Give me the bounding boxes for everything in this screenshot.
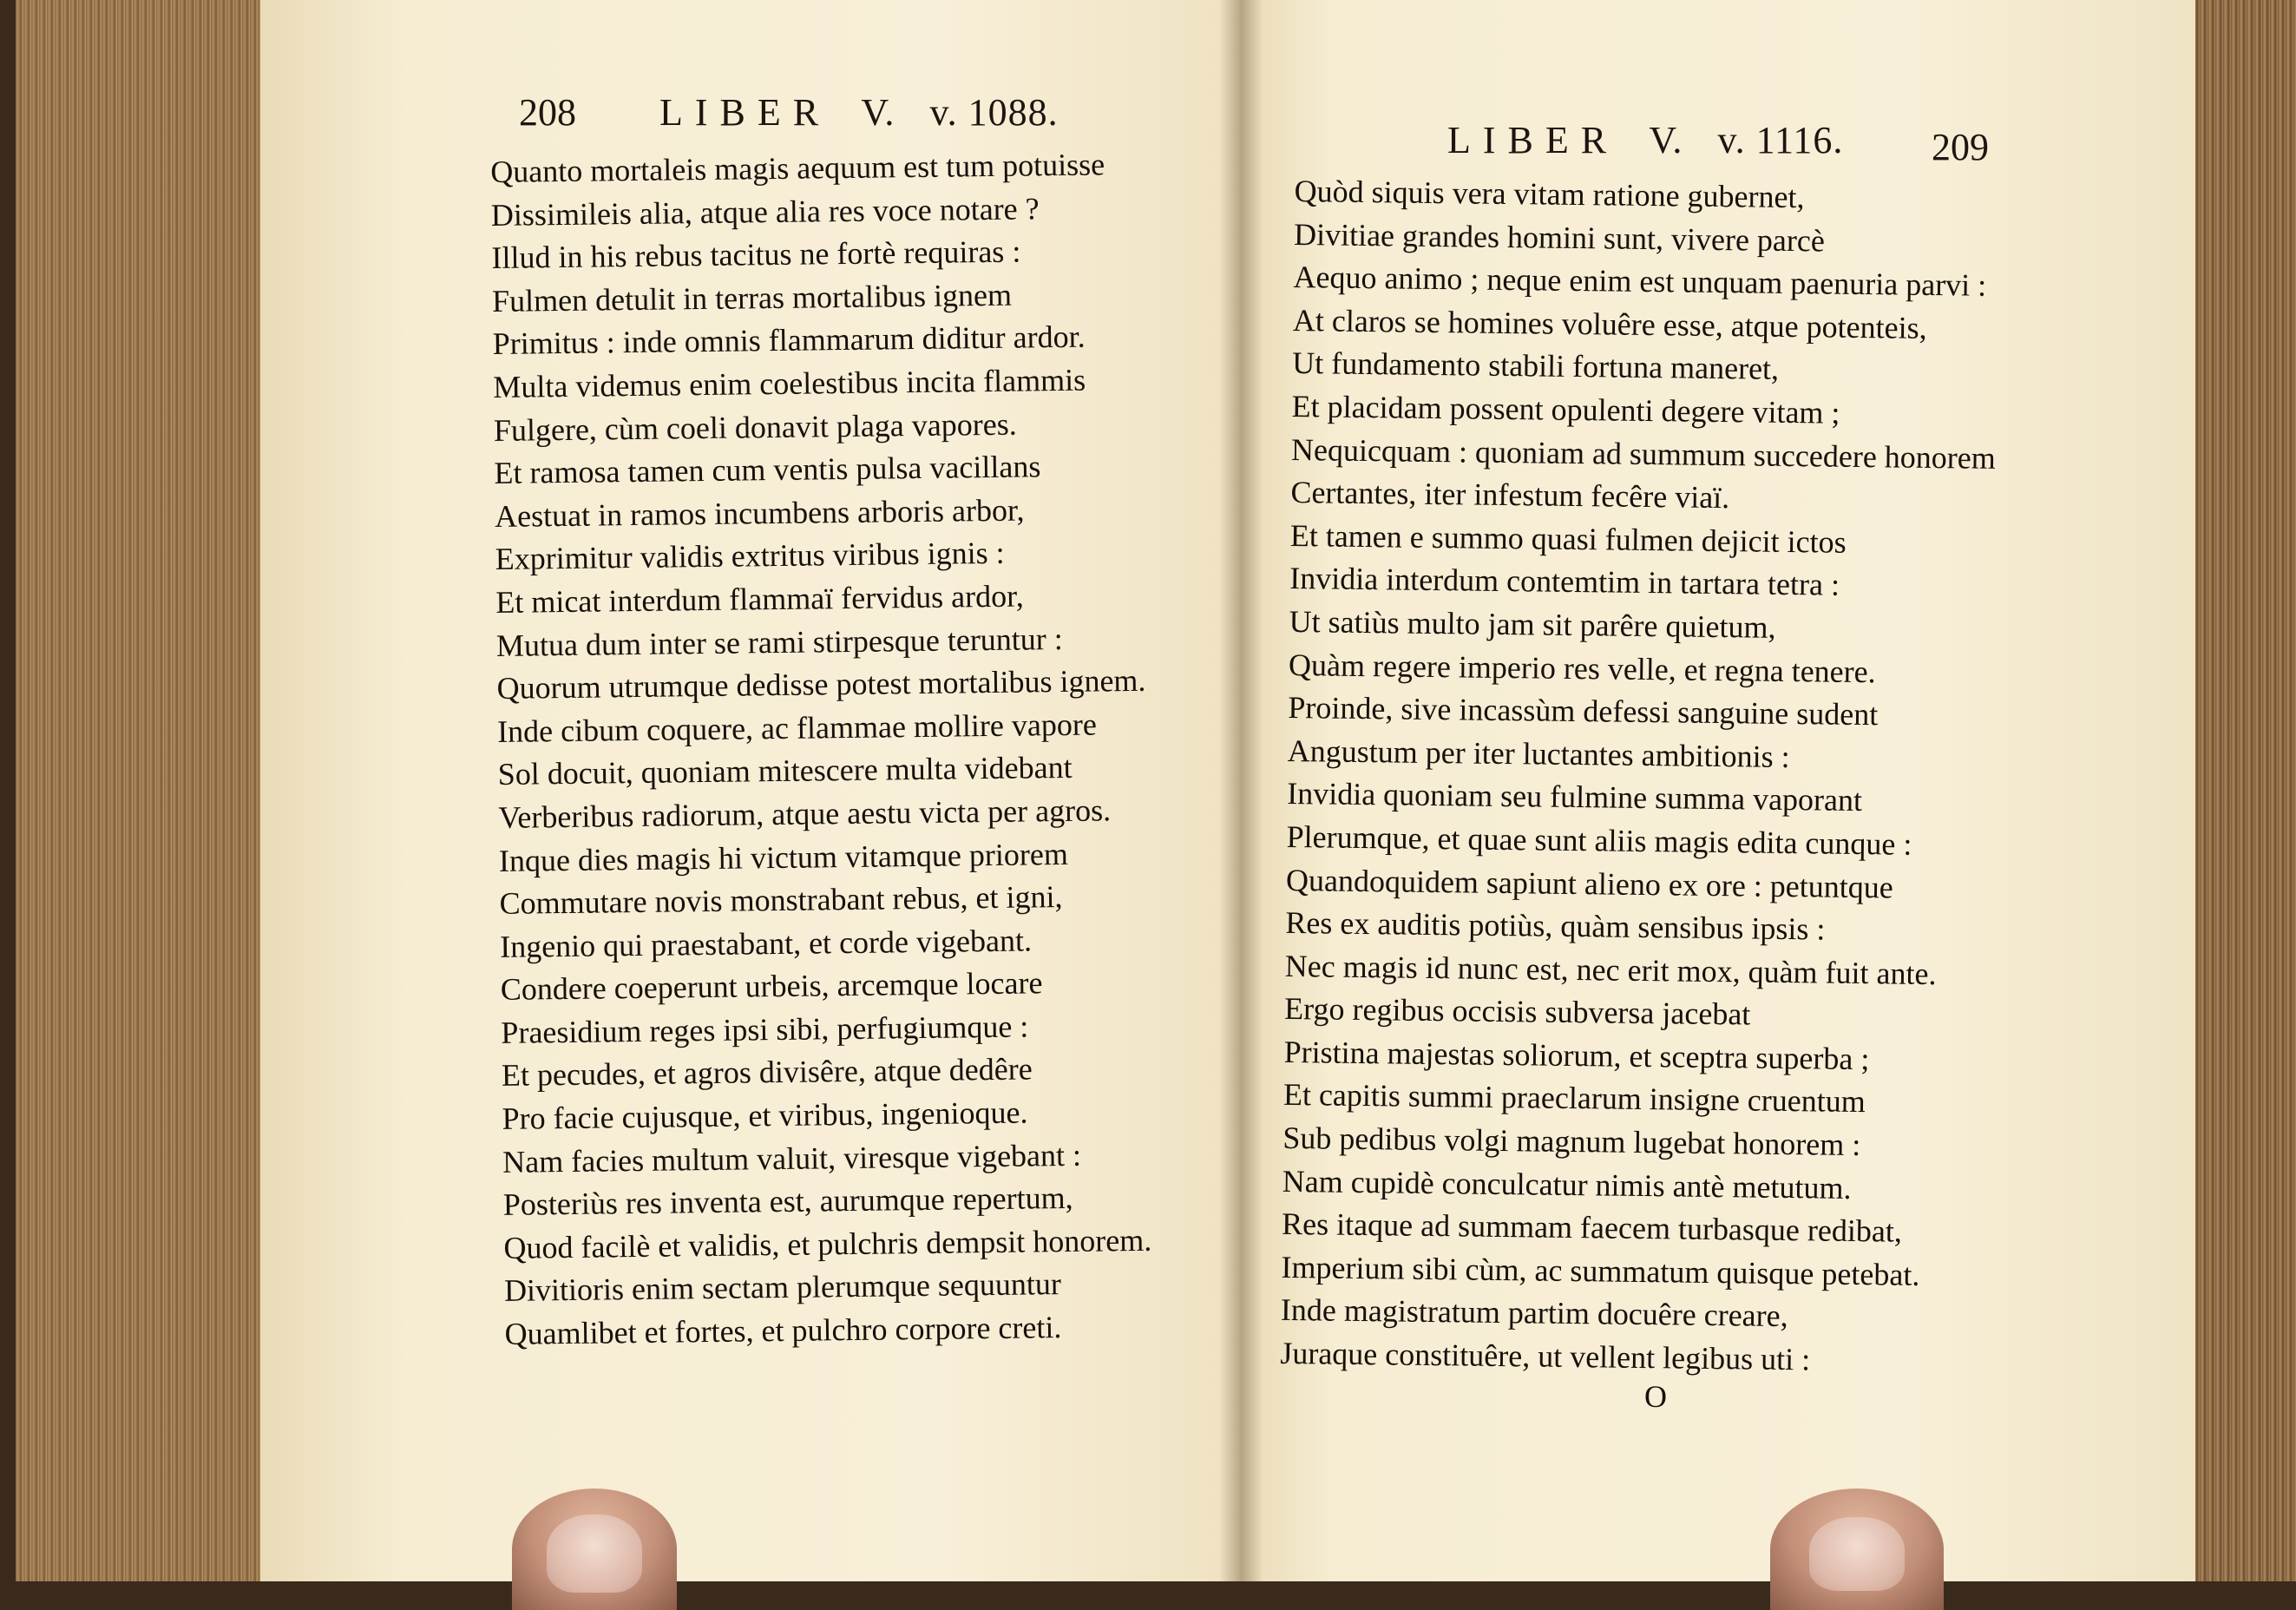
verse-line: Multa videmus enim coelestibus incita flammis — [493, 362, 1086, 404]
verse-line: Res itaque ad summam faecem turbasque redibat, — [1281, 1206, 1903, 1249]
left-running-title: LIBER — [659, 91, 831, 134]
verse-line: Sol docuit, quoniam mitescere multa videbant — [497, 750, 1073, 792]
right-running-title: LIBER — [1447, 119, 1619, 161]
verse-line: Quàm regere imperio res velle, et regna tenere. — [1288, 647, 1876, 689]
verse-line: Plerumque, et quae sunt aliis magis edita cunque : — [1286, 818, 1912, 862]
right-page-number: 209 — [1932, 126, 1989, 168]
verse-line: Dissimileis alia, atque alia res voce notare ? — [490, 190, 1040, 233]
verse-line: Condere coeperunt urbeis, arcemque locare — [500, 965, 1043, 1008]
verse-line: Verberibus radiorum, atque aestu victa per agros. — [498, 792, 1112, 835]
right-page-edges — [2192, 0, 2296, 1581]
verse-line: Aestuat in ramos incumbens arboris arbor, — [494, 492, 1025, 534]
verse-line: Inde cibum coquere, ac flammae mollire vapore — [496, 706, 1098, 749]
verse-line: Inde magistratum partim docuêre creare, — [1280, 1292, 1788, 1334]
verse-line: Pro facie cujusque, et viribus, ingenioque. — [502, 1094, 1028, 1136]
verse-line: Mutua dum inter se rami stirpesque teruntur : — [495, 621, 1064, 663]
book-gutter — [1219, 0, 1263, 1581]
verse-line: Ut satiùs multo jam sit parêre quietum, — [1289, 603, 1776, 645]
left-book-number: V. — [861, 91, 895, 134]
verse-line: Invidia interdum contemtim in tartara tetra : — [1289, 561, 1840, 603]
verse-line: Invidia quoniam seu fulmine summa vaporant — [1286, 776, 1863, 818]
verse-line: Et tamen e summo quasi fulmen dejicit ictos — [1289, 517, 1847, 560]
left-verse-block — [490, 143, 1154, 1357]
left-page-edges — [16, 0, 302, 1581]
verse-line: Nam facies multum valuit, viresque vigebant : — [502, 1137, 1082, 1180]
verse-line: Quod facilè et validis, et pulchris dempsit honorem. — [503, 1222, 1152, 1265]
verse-line: Et capitis summi praeclarum insigne cruentum — [1282, 1077, 1866, 1120]
verse-line: Res ex auditis potiùs, quàm sensibus ipsis : — [1285, 905, 1826, 947]
verse-line: Et pecudes, et agros divisêre, atque dedêre — [501, 1051, 1033, 1094]
signature-mark: O — [1644, 1379, 1667, 1414]
verse-line: Quorum utrumque dedisse potest mortalibus ignem. — [496, 662, 1146, 706]
verse-line: Nec magis id nunc est, nec erit mox, quàm fuit ante. — [1284, 948, 1937, 991]
verse-line: Angustum per iter luctantes ambitionis : — [1287, 733, 1790, 774]
verse-line: Ingenio qui praestabant, et corde vigebant. — [499, 923, 1033, 964]
verse-line: Inque dies magis hi victum vitamque priorem — [498, 836, 1069, 878]
verse-line: Sub pedibus volgi magnum lugebat honorem : — [1282, 1120, 1861, 1163]
verse-line: Nam cupidè conculcatur nimis antè metutum. — [1282, 1163, 1852, 1206]
verse-line: Fulgere, cùm coeli donavit plaga vapores. — [493, 406, 1017, 448]
verse-line: At claros se homines voluêre esse, atque potenteis, — [1292, 302, 1927, 345]
verse-line: Proinde, sive incassùm defessi sanguine sudent — [1288, 690, 1879, 733]
left-page-number: 208 — [519, 91, 576, 134]
verse-line: Quamlibet et fortes, et pulchro corpore creti. — [504, 1310, 1062, 1351]
verse-line: Et micat interdum flammaï fervidus ardor, — [495, 578, 1024, 620]
verse-line: Primitus : inde omnis flammarum diditur ardor. — [492, 319, 1086, 362]
verse-line: Illud in his rebus tacitus ne fortè requiras : — [491, 233, 1021, 276]
verse-line: Divitiae grandes homini sunt, vivere parcè — [1293, 216, 1826, 259]
left-verse-reference: v. 1088. — [929, 91, 1059, 134]
verse-line: Quòd siquis vera vitam ratione gubernet, — [1294, 173, 1805, 215]
verse-line: Exprimitur validis extritus viribus ignis : — [495, 536, 1005, 577]
left-running-head — [659, 90, 1059, 135]
right-verse-block — [1280, 170, 1999, 1383]
verse-line: Ergo regibus occisis subversa jacebat — [1283, 991, 1751, 1032]
verse-line: Ut fundamento stabili fortuna maneret, — [1292, 345, 1780, 387]
verse-line: Pristina majestas soliorum, et sceptra superba ; — [1283, 1034, 1870, 1077]
right-running-head — [1447, 118, 1843, 162]
verse-line: Fulmen detulit in terras mortalibus ignem — [491, 277, 1013, 319]
verse-line: Quandoquidem sapiunt alieno ex ore : petuntque — [1285, 862, 1894, 904]
verse-line: Nequicquam : quoniam ad summum succedere honorem — [1290, 431, 1997, 476]
verse-line: Aequo animo ; neque enim est unquam paenuria parvi : — [1293, 260, 1987, 303]
right-book-number: V. — [1649, 119, 1683, 161]
verse-line: Et ramosa tamen cum ventis pulsa vacillans — [494, 449, 1041, 491]
right-verse-reference: v. 1116. — [1717, 119, 1844, 161]
verse-line: Posteriùs res inventa est, aurumque repertum, — [502, 1180, 1073, 1223]
verse-line: Praesidium reges ipsi sibi, perfugiumque : — [501, 1009, 1029, 1050]
verse-line: Divitioris enim sectam plerumque sequuntur — [503, 1266, 1062, 1309]
verse-line: Juraque constituêre, ut vellent legibus uti : — [1280, 1335, 1811, 1377]
verse-line: Imperium sibi cùm, ac summatum quisque petebat. — [1281, 1249, 1920, 1292]
right-thumbnail — [1809, 1517, 1905, 1591]
verse-line: Et placidam possent opulenti degere vitam ; — [1291, 388, 1840, 430]
verse-line: Commutare novis monstrabant rebus, et igni, — [499, 879, 1063, 922]
verse-line: Quanto mortaleis magis aequum est tum potuisse — [490, 147, 1105, 189]
verse-line: Certantes, iter infestum fecêre viaï. — [1290, 475, 1730, 516]
